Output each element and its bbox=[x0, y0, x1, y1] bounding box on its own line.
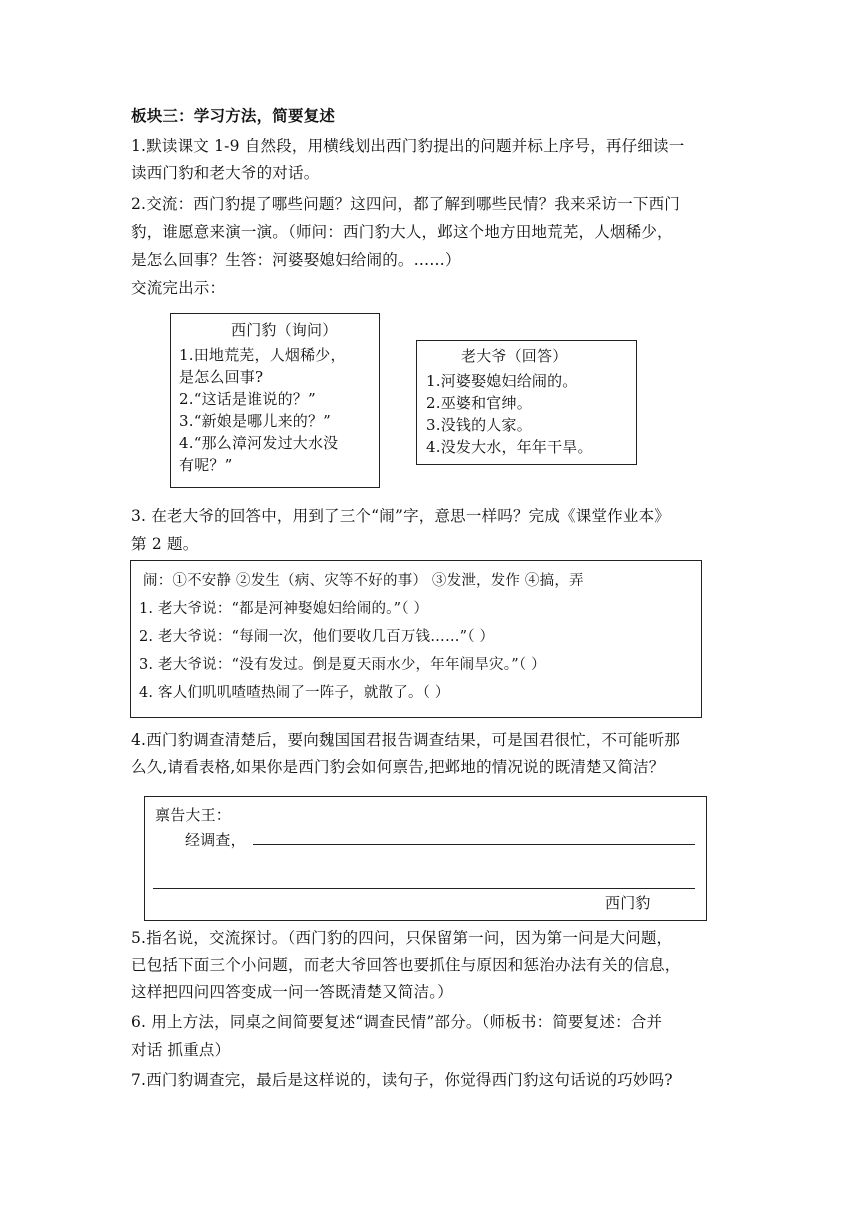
item5-line2: 已包括下面三个小问题，而老大爷回答也要抓住与原因和惩治办法有关的信息， bbox=[131, 956, 681, 974]
ask-box-line: 1.田地荒芜，人烟稀少， bbox=[179, 346, 346, 364]
ask-box-line: 是怎么回事? bbox=[179, 368, 264, 386]
item4-line2: 么久,请看表格,如果你是西门豹会如何禀告,把邺地的情况说的既清楚又简洁？ bbox=[131, 758, 665, 776]
report-answer-line[interactable] bbox=[153, 888, 695, 889]
answer-box-line: 4.没发大水，年年干旱。 bbox=[426, 438, 593, 456]
item4-line1: 4.西门豹调查清楚后，要向魏国国君报告调查结果，可是国君很忙，不可能听那 bbox=[131, 731, 680, 749]
ask-box-line: 2.“这话是谁说的？” bbox=[179, 390, 316, 408]
answer-box-line: 1.河婆娶媳妇给闹的。 bbox=[426, 372, 578, 390]
answer-box-title: 老大爷（回答） bbox=[461, 347, 568, 365]
nao-question-line: 3. 老大爷说：“没有发过。倒是夏天雨水少，年年闹旱灾。”（ ） bbox=[139, 657, 546, 673]
item5-line1: 5.指名说，交流探讨。（西门豹的四问，只保留第一问，因为第一问是大问题， bbox=[131, 929, 673, 947]
item5-line3: 这样把四问四答变成一问一答既清楚又简洁。） bbox=[131, 983, 453, 1001]
item2-line2: 豹，谁愿意来演一演。（师问：西门豹大人，邺这个地方田地荒芜，人烟稀少， bbox=[131, 223, 673, 241]
ask-box-line: 3.“新娘是哪儿来的？” bbox=[179, 412, 332, 430]
report-answer-line[interactable] bbox=[253, 844, 695, 845]
item6-line2: 对话 抓重点） bbox=[131, 1041, 231, 1059]
answer-box-line: 3.没钱的人家。 bbox=[426, 416, 532, 434]
nao-question-line: 1. 老大爷说：“都是河神娶媳妇给闹的。”（ ） bbox=[139, 601, 429, 617]
section-heading: 板块三：学习方法，简要复述 bbox=[131, 106, 336, 125]
answer-box-line: 2.巫婆和官绅。 bbox=[426, 394, 532, 412]
item7-line1: 7.西门豹调查完，最后是这样说的，读句子，你觉得西门豹这句话说的巧妙吗? bbox=[131, 1071, 673, 1089]
nao-question-line: 2. 老大爷说：“每闹一次，他们要收几百万钱……”（ ） bbox=[139, 629, 495, 645]
item2-line3: 是怎么回事？生答：河婆娶媳妇给闹的。……） bbox=[131, 251, 461, 269]
item3-line1: 3. 在老大爷的回答中，用到了三个“闹”字，意思一样吗？完成《课堂作业本》 bbox=[131, 507, 670, 525]
answer-box bbox=[416, 340, 637, 465]
item3-line2: 第 2 题。 bbox=[131, 535, 199, 553]
item2-line1: 2.交流：西门豹提了哪些问题？这四问，都了解到哪些民情？我来采访一下西门 bbox=[131, 195, 680, 213]
ask-box-line: 4.“那么漳河发过大水没 bbox=[179, 434, 339, 452]
item1-line2: 读西门豹和老大爷的对话。 bbox=[131, 164, 320, 182]
ask-box-title: 西门豹（询问） bbox=[231, 321, 338, 339]
nao-question-line: 4. 客人们叽叽喳喳热闹了一阵子，就散了。（ ） bbox=[139, 685, 450, 701]
report-signature: 西门豹 bbox=[605, 894, 651, 912]
ask-box bbox=[170, 313, 380, 488]
item1-line1: 1.默读课文 1-9 自然段，用横线划出西门豹提出的问题并标上序号，再仔细读一 bbox=[131, 137, 685, 155]
item6-line1: 6. 用上方法，同桌之间简要复述“调查民情”部分。（师板书：简要复述：合并 bbox=[131, 1013, 663, 1031]
ask-box-line: 有呢？” bbox=[179, 456, 233, 474]
nao-meaning-box bbox=[130, 560, 702, 718]
report-box bbox=[144, 796, 707, 921]
report-lead: 经调查， bbox=[185, 831, 246, 849]
report-greeting: 禀告大王： bbox=[155, 806, 232, 824]
item2-line4: 交流完出示： bbox=[131, 279, 226, 297]
nao-meaning-header: 闹：①不安静 ②发生（病、灾等不好的事） ③发泄，发作 ④搞，弄 bbox=[143, 573, 584, 589]
